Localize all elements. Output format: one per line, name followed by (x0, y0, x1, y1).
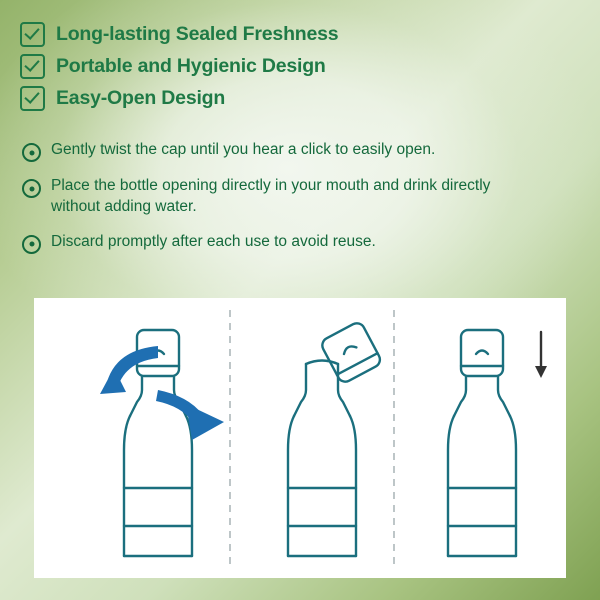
step-item (22, 176, 562, 218)
step-text: Discard promptly after each use to avoid reuse. (51, 232, 376, 250)
feature-item (20, 86, 580, 111)
feature-label: Easy-Open Design (56, 87, 226, 109)
step-item (22, 140, 562, 162)
checkbox-check-icon (20, 86, 45, 111)
step-text: Place the bottle opening directly in your mouth and drink directly without adding water. (51, 177, 491, 215)
illustration-panel (34, 298, 566, 578)
radio-dot-icon (22, 143, 41, 162)
step-text: Gently twist the cap until you hear a click to easily open. (51, 141, 436, 158)
feature-list (20, 22, 580, 118)
step-item (22, 232, 562, 254)
checkbox-check-icon (20, 54, 45, 79)
feature-item (20, 54, 580, 79)
radio-dot-icon (22, 235, 41, 254)
feature-label: Portable and Hygienic Design (56, 55, 326, 77)
instruction-steps (22, 140, 562, 268)
feature-item (20, 22, 580, 47)
checkbox-check-icon (20, 22, 45, 47)
feature-label: Long-lasting Sealed Freshness (56, 23, 339, 45)
radio-dot-icon (22, 179, 41, 198)
